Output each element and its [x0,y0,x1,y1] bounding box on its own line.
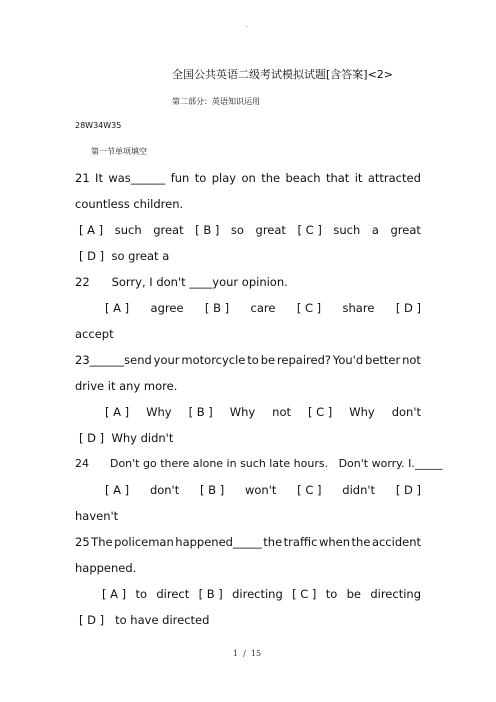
word: that [325,171,350,185]
question-21-option-d: [ D ] so great a [79,249,170,263]
word: when [318,535,350,549]
question-24-options [105,483,421,497]
question-21-line2: countless children. [75,197,184,211]
question-22-line: 22 Sorry, I don't ____your opinion. [75,275,288,289]
word: not [402,353,421,367]
word: care [250,301,276,315]
word: to [135,587,148,601]
word: not [272,405,291,419]
word: directing [370,587,421,601]
word: such [333,223,361,237]
option-label: [ C ] [296,301,322,315]
word: The [91,535,113,549]
word: so [230,223,244,237]
word: the [261,171,281,185]
word: agree [150,301,184,315]
option-label: [ A ] [102,587,127,601]
word: accident [371,535,421,549]
word: it [354,171,363,185]
word: such [114,223,142,237]
word: was______ [108,171,166,185]
word: fun [170,171,190,185]
word: 25 [75,535,90,549]
question-25-line1 [75,535,421,549]
word: great [390,223,421,237]
option-label: [ C ] [297,223,322,237]
question-25-option-d: [ D ] to have directed [79,613,210,627]
word: don't [149,483,180,497]
word: traffic [283,535,318,549]
option-label: [ A ] [79,223,104,237]
word: the [263,535,283,549]
option-label: [ D ] [395,301,421,315]
question-25-options [102,587,421,601]
question-23-options [105,405,421,419]
word: on [241,171,256,185]
word: direct [156,587,190,601]
word: a [371,223,379,237]
part-heading: 第二部分：英语知识运用 [172,97,260,106]
question-range: 28W34W35 [75,121,122,130]
word: didn't [342,483,376,497]
option-label: [ A ] [105,405,130,419]
word: Why [146,405,172,419]
header-mark: . [246,20,249,29]
word: the [351,535,371,549]
word: Why [349,405,375,419]
section-heading: 第一节单项填空 [91,147,147,156]
question-22-option-d: accept [75,327,114,341]
question-23-line2: drive it any more. [75,379,178,393]
word: be [346,587,361,601]
word: your [153,353,180,367]
word: beach [285,171,321,185]
option-label: [ A ] [105,301,130,315]
question-25-line2: happened. [75,561,137,575]
word: happened_____ [175,535,262,549]
word: won't [244,483,277,497]
question-22-options [105,301,421,315]
word: Why [229,405,256,419]
word: 23______send [75,353,152,367]
word: be [260,353,276,367]
word: to [325,587,338,601]
word: better [365,353,401,367]
word: policeman [114,535,174,549]
question-23-line1 [75,353,421,367]
question-24-line: 24 Don't go there alone in such late hours. Don't worry. I._____ [75,457,443,470]
option-label: [ A ] [105,483,130,497]
option-label: [ C ] [297,483,322,497]
option-label: [ C ] [307,405,333,419]
word: repaired? [276,353,331,367]
word: great [153,223,184,237]
page-title: 全国公共英语二级考试模拟试题[含答案]<2> [172,68,394,81]
word: share [342,301,375,315]
option-label: [ C ] [292,587,317,601]
option-label: [ D ] [395,483,421,497]
question-21-options [79,223,421,237]
word: 21 [75,171,90,185]
word: to [247,353,259,367]
word: directing [232,587,283,601]
word: to [194,171,207,185]
word: motorcycle [181,353,246,367]
word: You'd [332,353,364,367]
question-24-option-d: haven't [75,509,119,523]
option-label: [ B ] [188,405,213,419]
word: attracted [367,171,421,185]
option-label: [ B ] [200,483,225,497]
word: great [255,223,286,237]
question-23-option-d: [ D ] Why didn't [79,431,174,445]
question-21-line1 [75,171,421,185]
option-label: [ B ] [195,223,220,237]
word: play [211,171,237,185]
option-label: [ B ] [204,301,230,315]
word: It [95,171,103,185]
word: don't [391,405,421,419]
option-label: [ B ] [198,587,223,601]
page-number: 1 / 15 [233,649,262,658]
